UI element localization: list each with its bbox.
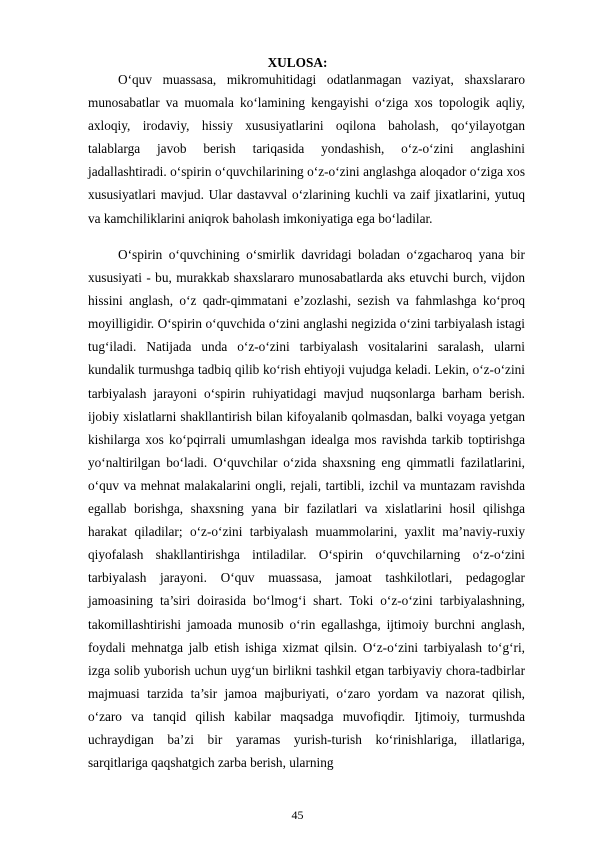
paragraph-1: O‘quv muassasa, mikromuhitidagi odatlanmagan vaziyat, shaxslararo munosabatlar va muomala ko‘lamining kengayishi o‘ziga xos topologik aqliy, axloqiy, irodaviy, hissiy xususiyatlarini oqilona baholash, qo‘yilayotgan talablarga javob berish tariqasida yondashish, o‘z-o‘zini anglashini jadallashtiradi. o‘spirin o‘quvchilarining o‘z-o‘zini anglashga aloqador o‘ziga xos xususiyatlari mavjud. Ular dastavval o‘zlarining kuchli va zaif jixatlarini, yutuq va kamchiliklarini aniqrok baholash imkoniyatiga ega bo‘ladilar.	[88, 72, 525, 226]
section-title: XULOSA:	[267, 55, 328, 70]
page-number: 45	[291, 808, 304, 822]
paragraph-2: O‘spirin o‘quvchining o‘smirlik davridagi boladan o‘zgacharoq yana bir xususiyati - bu, murakkab shaxslararo munosabatlarda aks etuvchi burch, vijdon hissini anglash, o‘z qadr-qimmatani e’zozlashi, sezish va fahmlashga ko‘proq moyilligidir. O‘spirin o‘quvchida o‘zini anglashi negizida o‘zini tarbiyalash istagi tug‘iladi. Natijada unda o‘z-o‘zini tarbiyalash vositalarini saralash, ularni kundalik turmushga tadbiq qilib ko‘rish ehtiyoji vujudga keladi. Lekin, o‘z-o‘zini tarbiyalash jarayoni o‘spirin ruhiyatidagi mavjud nuqsonlarga barham berish. ijobiy xislatlarni shakllantirish bilan kifoyalanib qolmasdan, balki voyaga yetgan kishilarga xos ko‘pqirrali umumlashgan idealga mos ravishda tarkib toptirishga yo‘naltirilgan bo‘ladi. O‘quvchilar o‘zida shaxsning eng qimmatli fazilatlarini, o‘quv va mehnat malakalarini ongli, rejali, tartibli, izchil va muntazam ravishda egallab borishga, shaxsning yana bir fazilatlari va xislatlarini hosil qilishga harakat qiladilar; o‘z-o‘zini tarbiyalash muammolarini, yaxlit ma’naviy-ruxiy qiyofalash shakllantirishga intiladilar. O‘spirin o‘quvchilarning o‘z-o‘zini tarbiyalash jarayoni. O‘quv muassasa, jamoat tashkilotlari, pedagoglar jamoasining ta’siri doirasida bo‘lmog‘i shart. Toki o‘z-o‘zini tarbiyalashning, takomillashtirishi jamoada munosib o‘rin egallashga, ijtimoiy burchni anglash, foydali mehnatga jalb etish ishiga xizmat qilsin. O‘z-o‘zini tarbiyalash to‘g‘ri, izga solib yuborish uchun uyg‘un birlikni tashkil etgan tarbiyaviy chora-tadbirlar majmuasi tarzida ta’sir jamoa majburiyati, o‘zaro yordam va nazorat qilish, o‘zaro va tanqid qilish kabilar maqsadga muvofiqdir. Ijtimoiy, turmushda uchraydigan ba’zi bir yaramas yurish-turish ko‘rinishlariga, illatlariga, sarqitlariga qaqshatgich zarba berish, ularning	[88, 247, 525, 771]
